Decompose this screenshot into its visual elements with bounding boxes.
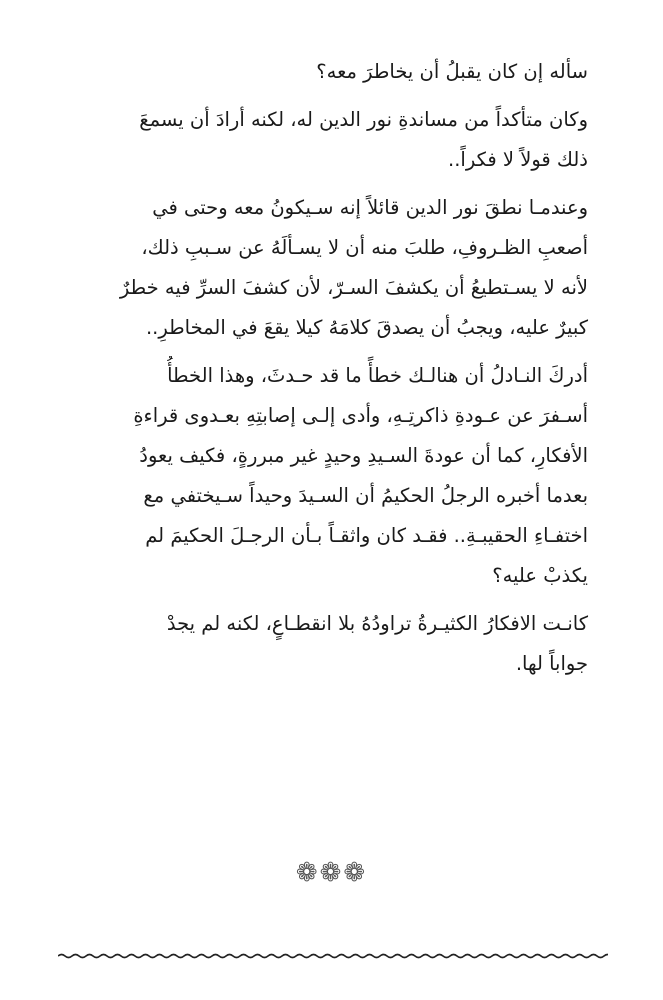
section-divider-ornament: ❁❁❁ xyxy=(295,858,368,888)
text-line: وعندمـا نطقَ نور الدين قائلاً إنه سـيكونُ معه وحتى في xyxy=(152,196,588,219)
text-line: يكذبْ عليه؟ xyxy=(492,564,588,587)
text-line: أصعبِ الظـروفِ، طلبَ منه أن لا يسـألَهُ عن سـببِ ذلك، xyxy=(141,236,588,259)
paragraph-4 xyxy=(52,356,612,596)
paragraph-5 xyxy=(52,604,612,684)
text-line: الأفكارِ، كما أن عودةَ السـيدِ وحيدٍ غير مبررةٍ، فكيف يعودُ xyxy=(139,444,588,467)
paragraph-3 xyxy=(52,188,612,348)
text-line: لأنه لا يسـتطيعُ أن يكشفَ السـرّ، لأن كشفَ السرِّ فيه خطرٌ xyxy=(119,276,588,299)
page-text xyxy=(52,52,612,692)
text-line: أدركَ النـادلُ أن هنالـك خطأً ما قد حـدثَ، وهذا الخطأُ xyxy=(167,364,588,387)
paragraph-2 xyxy=(52,100,612,180)
wavy-footer-rule xyxy=(58,948,608,964)
text-line: اختفـاءِ الحقيبـةِ.. فقـد كان واثقـاً بـأن الرجـلَ الحكيمَ لم xyxy=(145,524,588,547)
text-line: كانـت الافكارُ الكثيـرةُ تراودُهُ بلا انقطـاعٍ، لكنه لم يجدْ xyxy=(166,612,588,635)
text-line: كبيرٌ عليه، ويجبُ أن يصدقَ كلامَهُ كيلا يقعَ في المخاطرِ.. xyxy=(145,316,588,339)
text-line: ذلك قولاً لا فكراً.. xyxy=(448,148,588,171)
text-line: سأله إن كان يقبلُ أن يخاطرَ معه؟ xyxy=(316,60,588,83)
text-line: بعدما أخبره الرجلُ الحكيمُ أن السـيدَ وحيداً سـيختفي مع xyxy=(143,484,588,507)
text-line: أسـفرَ عن عـودةِ ذاكرتِـهِ، وأدى إلـى إصابتِهِ بعـدوى قراءةِ xyxy=(133,404,588,427)
paragraph-1 xyxy=(52,52,612,92)
text-line: جواباً لها. xyxy=(515,652,588,675)
text-line: وكان متأكداً من مساندةِ نور الدين له، لكنه أرادَ أن يسمعَ xyxy=(139,108,588,131)
